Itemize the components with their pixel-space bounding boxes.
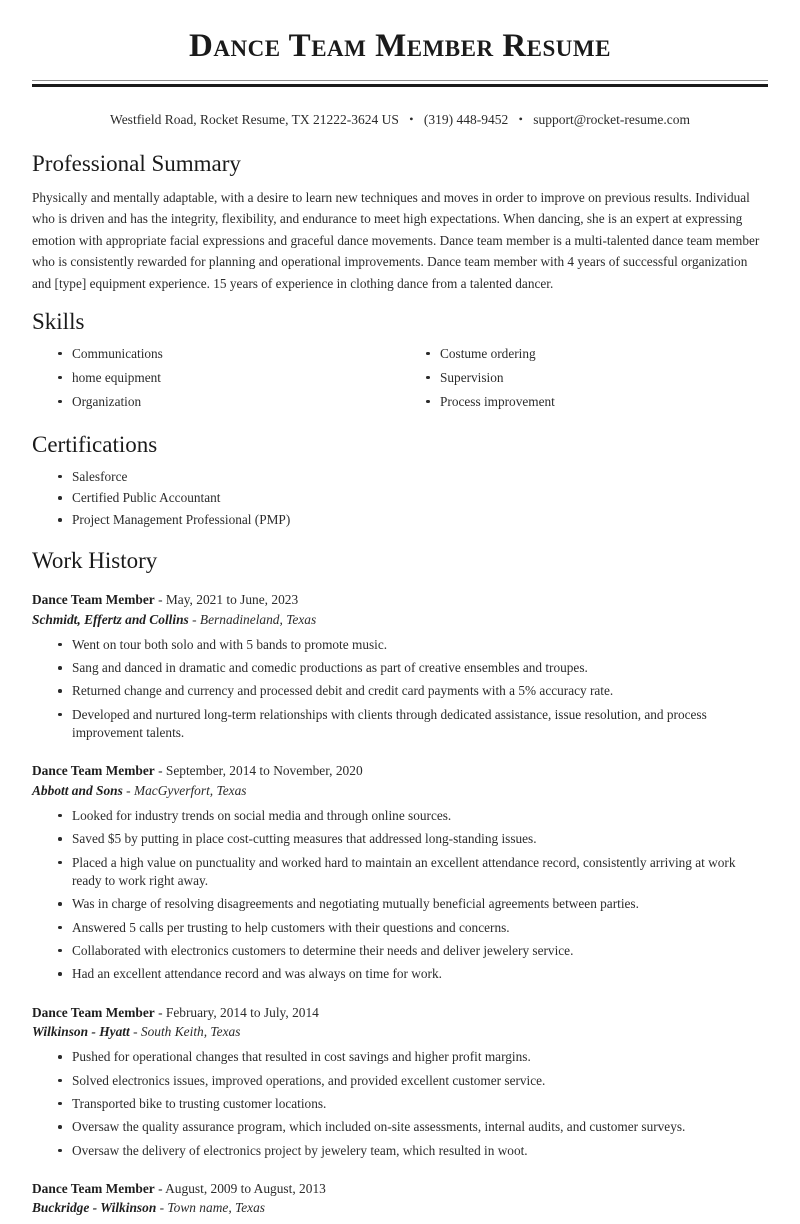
section-heading-work-history: Work History	[32, 548, 158, 574]
job-company: Abbott and Sons	[32, 782, 123, 798]
contact-email[interactable]: support@rocket-resume.com	[533, 111, 690, 127]
job-company-separator: -	[129, 1024, 141, 1040]
section-heading-skills: Skills	[32, 309, 85, 335]
list-item: Was in charge of resolving disagreements and negotiating mutually beneficial agreements between parties.	[58, 895, 768, 918]
list-item: Saved $5 by putting in place cost-cutting measures that addressed long-standing issues.	[58, 830, 768, 853]
list-item: Looked for industry trends on social media and through online sources.	[58, 807, 768, 830]
list-item: Organization	[58, 393, 400, 417]
contact-address: Westfield Road, Rocket Resume, TX 21222-3624 US	[110, 111, 399, 127]
list-item: Process improvement	[426, 393, 768, 417]
job-title-line	[32, 1179, 768, 1198]
job-company-separator: -	[122, 782, 134, 798]
contact-separator-1: •	[409, 111, 414, 126]
header-divider	[32, 80, 768, 89]
job-company-line	[32, 1022, 768, 1048]
list-item: home equipment	[58, 369, 400, 393]
list-item: Oversaw the quality assurance program, which included on-site assessments, internal audits, and customer surveys.	[58, 1118, 768, 1141]
skills-list-right	[400, 345, 768, 417]
job-company: Schmidt, Effertz and Collins	[32, 611, 189, 627]
job-dates: August, 2009 to August, 2013	[165, 1180, 326, 1196]
summary-text: Physically and mentally adaptable, with a desire to learn new techniques and moves in order to improve on previous results. Individual who is driven and has the integrity, flexibility, and endurance to meet high expectations. When dancing, she is an expert at expressing emotion with appropriate facial expressions and graceful dance movements. Dance team member is a multi-talented dance team member who is consistently rewarded for planning and operational improvements. Dance team member with 4 years of successful organization and [type] equipment experience. 15 years of experience in clothing dance from a talented dancer.	[32, 189, 760, 291]
divider-rule-thin	[32, 80, 768, 81]
job-dates: February, 2014 to July, 2014	[165, 1004, 319, 1020]
job-location: Bernadineland, Texas	[199, 611, 317, 627]
job-location: Town name, Texas	[167, 1200, 266, 1216]
section-skills	[32, 294, 768, 417]
job-title: Dance Team Member	[32, 1180, 155, 1196]
job-title-separator: -	[154, 763, 166, 779]
list-item: Placed a high value on punctuality and worked hard to maintain an excellent attendance record, consistently arriving at work ready to work right away.	[58, 854, 768, 896]
list-item: Project Management Professional (PMP)	[58, 511, 768, 533]
contact-phone: (319) 448-9452	[423, 111, 509, 127]
job-title: Dance Team Member	[32, 592, 155, 608]
list-item: Developed and nurtured long-term relationships with clients through dedicated assistance, issue resolution, and process improvement talents.	[58, 706, 768, 748]
work-history-entry	[32, 747, 768, 988]
job-location: MacGyverfort, Texas	[133, 782, 247, 798]
skills-columns	[32, 345, 768, 417]
section-heading-summary: Professional Summary	[32, 150, 241, 176]
list-item: Had an excellent attendance record and was always on time for work.	[58, 965, 768, 988]
job-bullet-list	[32, 1048, 768, 1165]
section-heading-certifications: Certifications	[32, 431, 158, 457]
work-history-entry	[32, 1165, 768, 1224]
job-title-line	[32, 1003, 768, 1022]
skills-list-left	[32, 345, 400, 417]
skills-column-right	[400, 345, 768, 417]
job-dates: May, 2021 to June, 2023	[165, 592, 299, 608]
list-item: Went on tour both solo and with 5 bands to promote music.	[58, 636, 768, 659]
list-item: Salesforce	[58, 468, 768, 490]
page-title: Dance Team Member Resume	[189, 28, 611, 64]
job-title: Dance Team Member	[32, 763, 155, 779]
section-professional-summary	[32, 136, 768, 294]
job-company: Wilkinson - Hyatt	[32, 1024, 130, 1040]
job-dates: September, 2014 to November, 2020	[165, 763, 363, 779]
divider-rule-thick	[32, 84, 768, 87]
list-item: Certified Public Accountant	[58, 489, 768, 511]
work-history-entry	[32, 584, 768, 747]
list-item: Costume ordering	[426, 345, 768, 369]
job-bullet-list	[32, 636, 768, 748]
job-title-separator: -	[154, 1180, 166, 1196]
section-work-history	[32, 533, 768, 1224]
job-title-line	[32, 761, 768, 780]
contact-separator-2: •	[518, 111, 523, 126]
job-company: Buckridge - Wilkinson	[32, 1200, 157, 1216]
job-company-line	[32, 610, 768, 636]
job-company-line	[32, 781, 768, 807]
work-history-entry	[32, 989, 768, 1165]
job-title-separator: -	[154, 592, 166, 608]
contact-line	[32, 89, 768, 136]
job-title-line	[32, 590, 768, 609]
skills-column-left	[32, 345, 400, 417]
job-title-separator: -	[154, 1004, 166, 1020]
job-location: South Keith, Texas	[140, 1024, 241, 1040]
job-bullet-list	[32, 807, 768, 989]
list-item: Returned change and currency and processed debit and credit card payments with a 5% accuracy rate.	[58, 682, 768, 705]
list-item: Transported bike to trusting customer locations.	[58, 1095, 768, 1118]
section-certifications	[32, 417, 768, 534]
job-company-separator: -	[188, 611, 200, 627]
job-company-separator: -	[156, 1200, 168, 1216]
job-company-line	[32, 1198, 768, 1224]
job-title: Dance Team Member	[32, 1004, 155, 1020]
certifications-list	[32, 468, 768, 534]
list-item: Sang and danced in dramatic and comedic productions as part of creative ensembles and troupes.	[58, 659, 768, 682]
list-item: Collaborated with electronics customers to determine their needs and deliver jewelery service.	[58, 942, 768, 965]
list-item: Answered 5 calls per trusting to help customers with their questions and concerns.	[58, 919, 768, 942]
work-history-list	[32, 584, 768, 1224]
list-item: Supervision	[426, 369, 768, 393]
list-item: Pushed for operational changes that resulted in cost savings and higher profit margins.	[58, 1048, 768, 1071]
list-item: Oversaw the delivery of electronics project by jewelery team, which resulted in woot.	[58, 1142, 768, 1165]
list-item: Communications	[58, 345, 400, 369]
list-item: Solved electronics issues, improved operations, and provided excellent customer service.	[58, 1072, 768, 1095]
